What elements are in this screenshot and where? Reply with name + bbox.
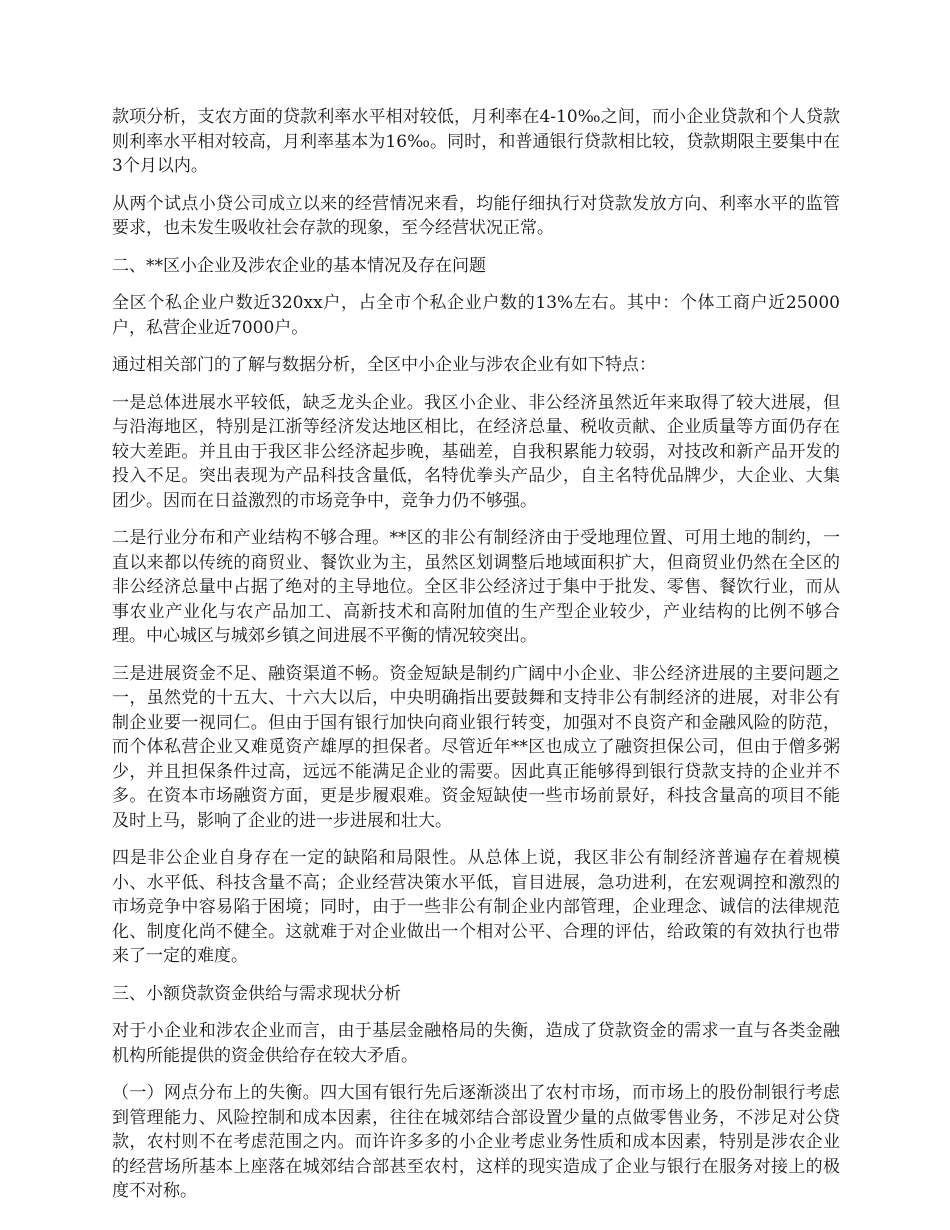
paragraph-supply-demand: 对于小企业和涉农企业而言，由于基层金融格局的失衡，造成了贷款资金的需求一直与各类金融机构所能提供的资金供给存在较大矛盾。 xyxy=(112,1021,840,1066)
document-body xyxy=(112,105,840,1217)
paragraph-pilot-operations: 从两个试点小贷公司成立以来的经营情况来看，均能仔细执行对贷款发放方向、利率水平的监管要求，也未发生吸收社会存款的现象，至今经营状况正常。 xyxy=(112,193,840,238)
paragraph-branch-imbalance: （一）网点分布上的失衡。四大国有银行先后逐渐淡出了农村市场，而市场上的股份制银行考虑到管理能力、风险控制和成本因素，往往在城郊结合部设置少量的点做零售业务，不涉足对公贷款，农村则不在考虑范围之内。而许许多多的小企业考虑业务性质和成本因素，特别是涉农企业的经营场所基本上座落在城郊结合部甚至农村，这样的现实造成了企业与银行在服务对接上的极度不对称。 xyxy=(112,1083,840,1201)
section-heading-two: 二、**区小企业及涉农企业的基本情况及存在问题 xyxy=(112,255,486,276)
section-heading-three: 三、小额贷款资金供给与需求现状分析 xyxy=(112,983,401,1004)
paragraph-point-three: 三是进展资金不足、融资渠道不畅。资金短缺是制约广阔中小企业、非公经济进展的主要问题之一，虽然党的十五大、十六大以后，中央明确指出要鼓舞和支持非公有制经济的进展，对非公有制企业要一视同仁。但由于国有银行加快向商业银行转变，加强对不良资产和金融风险的防范，而个体私营企业又难觅资产雄厚的担保者。尽管近年**区也成立了融资担保公司，但由于僧多粥少，并且担保条件过高，远远不能满足企业的需要。因此真正能够得到银行贷款支持的企业并不多。在资本市场融资方面，更是步履艰难。资金短缺使一些市场前景好，科技含量高的项目不能及时上马，影响了企业的进一步进展和壮大。 xyxy=(112,663,840,831)
paragraph-point-one: 一是总体进展水平较低，缺乏龙头企业。我区小企业、非公经济虽然近年来取得了较大进展，但与沿海地区，特别是江浙等经济发达地区相比，在经济总量、税收贡献、企业质量等方面仍存在较大差距。并且由于我区非公经济起步晚，基础差，自我积累能力较弱，对技改和新产品开发的投入不足。突出表现为产品科技含量低，名特优拳头产品少，自主名特优品牌少，大企业、大集团少。因而在日益激烈的市场竞争中，竞争力仍不够强。 xyxy=(112,392,840,511)
paragraph-features-intro: 通过相关部门的了解与数据分析，全区中小企业与涉农企业有如下特点： xyxy=(112,355,656,375)
paragraph-point-two: 二是行业分布和产业结构不够合理。**区的非公有制经济由于受地理位置、可用土地的制约，一直以来都以传统的商贸业、餐饮业为主，虽然区划调整后地域面积扩大，但商贸业仍然在全区的非公经济总量中占据了绝对的主导地位。全区非公经济过于集中于批发、零售、餐饮行业，而从事农业产业化与农产品加工、高新技术和高附加值的生产型企业较少，产业结构的比例不够合理。中心城区与城郊乡镇之间进展不平衡的情况较突出。 xyxy=(112,528,840,646)
paragraph-interest-rates: 款项分析，支农方面的贷款利率水平相对较低，月利率在4-10‰之间，而小企业贷款和个人贷款则利率水平相对较高，月利率基本为16‰。同时，和普通银行贷款相比较，贷款期限主要集中在3个月以内。 xyxy=(112,107,840,176)
paragraph-enterprise-count: 全区个私企业户数近320xx户，占全市个私企业户数的13%左右。其中：个体工商户近25000户，私营企业近7000户。 xyxy=(112,293,840,338)
paragraph-point-four: 四是非公企业自身存在一定的缺陷和局限性。从总体上说，我区非公有制经济普遍存在着规模小、水平低、科技含量不高；企业经营决策水平低，盲目进展，急功进利，在宏观调控和激烈的市场竞争中容易陷于困境；同时，由于一些非公有制企业内部管理，企业理念、诚信的法律规范化、制度化尚不健全。这就难于对企业做出一个相对公平、合理的评估，给政策的有效执行也带来了一定的难度。 xyxy=(112,848,840,966)
